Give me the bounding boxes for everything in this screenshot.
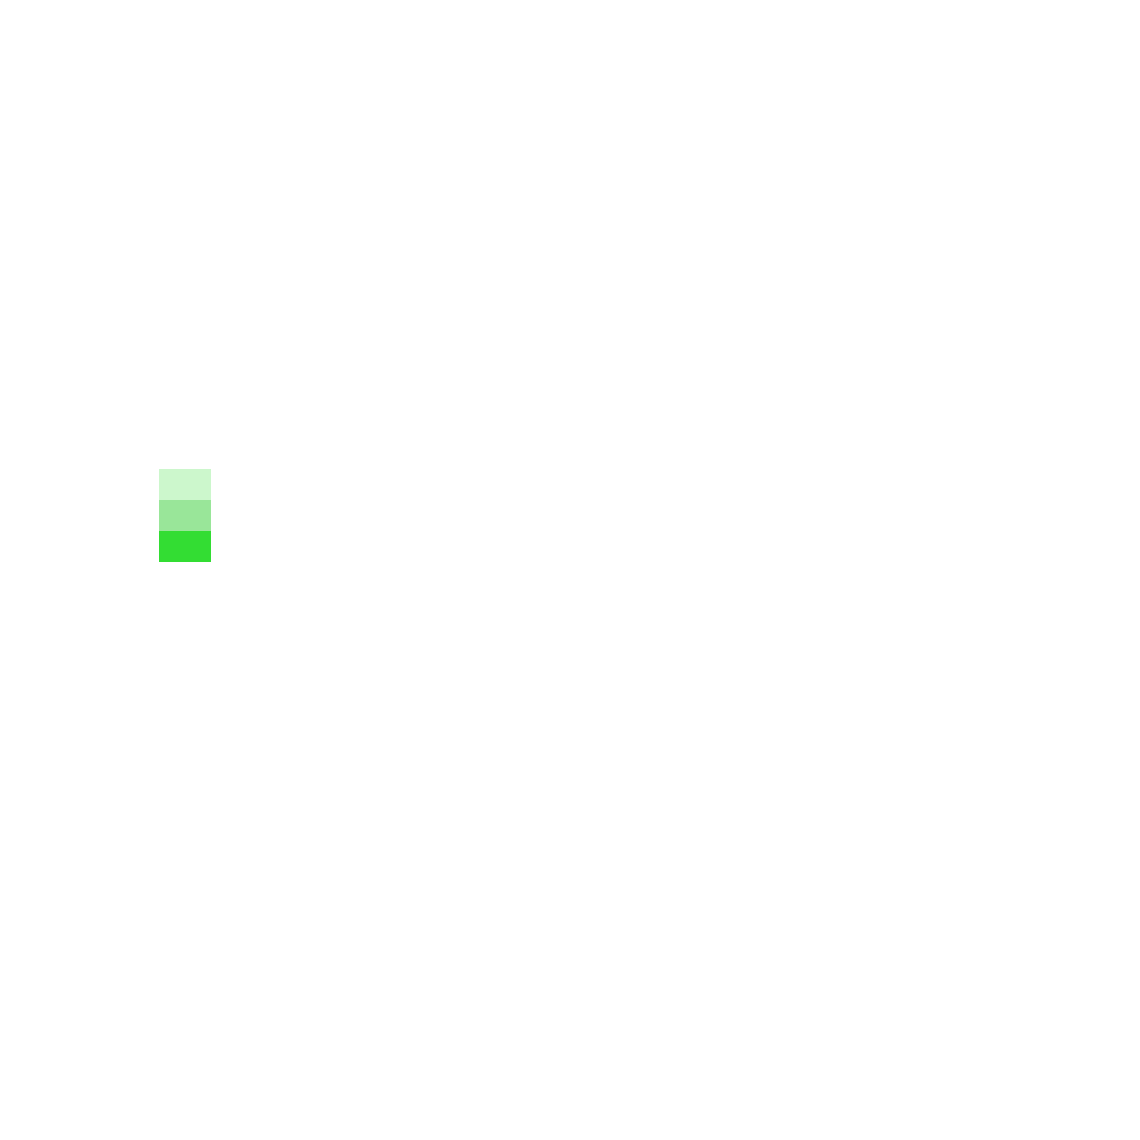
legend-swatch-rh80 [159, 500, 211, 531]
legend-swatch-rh90 [159, 531, 211, 562]
legend-swatch-rh70 [159, 469, 211, 500]
